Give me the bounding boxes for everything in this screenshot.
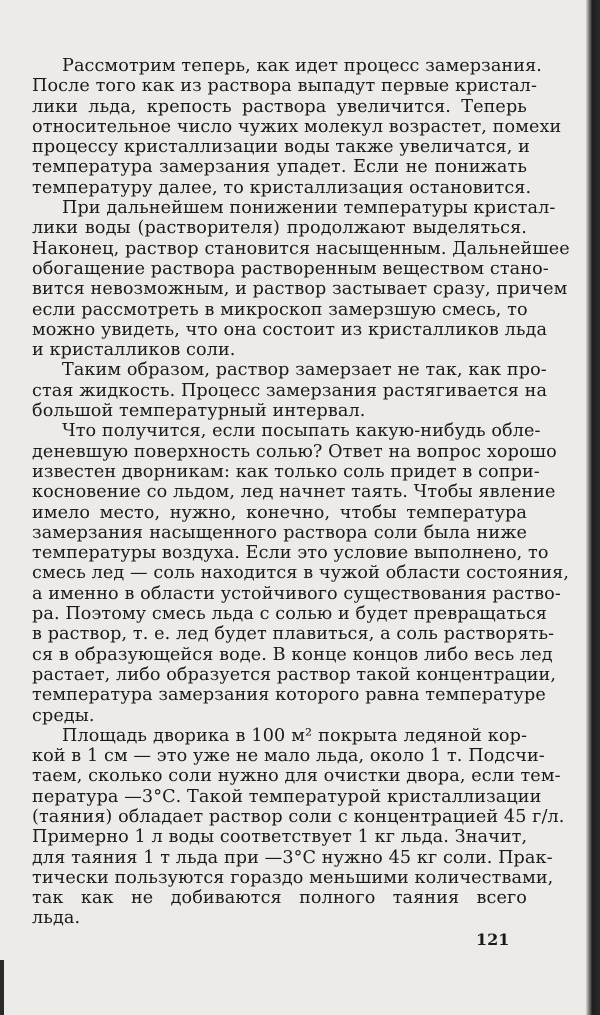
text-line: относительное число чужих молекул возрастет, помехи (32, 116, 562, 137)
text-line: известен дворникам: как только соль придет в сопри- (32, 461, 540, 482)
text-line: косновение со льдом, лед начнет таять. Чтобы явление (32, 482, 556, 503)
text-line: льда. (32, 908, 81, 929)
text-line: температуры воздуха. Если это условие выполнено, то (32, 543, 549, 564)
text-line: так как не добиваются полного таяния всего (32, 888, 527, 909)
text-line: лики льда, крепость раствора увеличится. Теперь (32, 96, 527, 117)
text-line: Площадь дворика в 100 м² покрыта ледяной кор- (62, 725, 527, 746)
page-number: 121 (476, 930, 510, 949)
text-line: температура замерзания упадет. Если не понижать (32, 157, 527, 178)
text-line: температура замерзания которого равна температуре (32, 685, 546, 706)
text-line: кой в 1 см — это уже не мало льда, около 1 т. Подсчи- (32, 746, 545, 767)
text-line: для таяния 1 т льда при —3°С нужно 45 кг соли. Прак- (32, 847, 553, 868)
text-line: вится невозможным, и раствор застывает сразу, причем (32, 279, 568, 300)
page-edge-shadow (586, 0, 600, 1015)
text-line: замерзания насыщенного раствора соли была ниже (32, 522, 527, 543)
text-line: температуру далее, то кристаллизация остановится. (32, 177, 532, 198)
text-line: Наконец, раствор становится насыщенным. Дальнейшее (32, 238, 570, 259)
text-line: стая жидкость. Процесс замерзания растягивается на (32, 380, 548, 401)
text-line: таем, сколько соли нужно для очистки двора, если тем- (32, 766, 561, 787)
text-line: если рассмотреть в микроскоп замерзшую смесь, то (32, 299, 528, 320)
text-line: пература —3°С. Такой температурой кристаллизации (32, 786, 542, 807)
text-line: и кристалликов соли. (32, 340, 236, 361)
text-line: лики воды (растворителя) продолжают выделяться. (32, 218, 527, 239)
text-line: смесь лед — соль находится в чужой области состояния, (32, 563, 570, 584)
text-line: растает, либо образуется раствор такой концентрации, (32, 664, 557, 685)
page-edge-mark (0, 960, 4, 1015)
text-line: Примерно 1 л воды соответствует 1 кг льда. Значит, (32, 827, 528, 848)
text-line: При дальнейшем понижении температуры кристал- (62, 198, 556, 219)
text-line: имело место, нужно, конечно, чтобы температура (32, 502, 527, 523)
text-line: деневшую поверхность солью? Ответ на вопрос хорошо (32, 441, 557, 462)
text-line: ся в образующейся воде. В конце концов либо весь лед (32, 644, 553, 665)
text-line: можно увидеть, что она состоит из кристалликов льда (32, 319, 548, 340)
text-line: ра. Поэтому смесь льда с солью и будет превращаться (32, 604, 547, 625)
text-line: (таяния) обладает раствор соли с концентрацией 45 г/л. (32, 806, 565, 827)
text-line: тически пользуются гораздо меньшими количествами, (32, 867, 554, 888)
text-line: После того как из раствора выпадут первые кристал- (32, 76, 537, 97)
text-line: Таким образом, раствор замерзает не так, как про- (62, 360, 547, 381)
text-line: среды. (32, 705, 95, 726)
text-line: в раствор, т. е. лед будет плавиться, а соль растворять- (32, 624, 555, 645)
text-line: процессу кристаллизации воды также увеличатся, и (32, 137, 530, 158)
text-line: а именно в области устойчивого существования раство- (32, 583, 561, 604)
text-line: большой температурный интервал. (32, 401, 366, 422)
text-line: Что получится, если посыпать какую-нибудь обле- (62, 421, 541, 442)
text-line: Рассмотрим теперь, как идет процесс замерзания. (62, 56, 542, 76)
text-line: обогащение раствора растворенным веществом стано- (32, 258, 549, 279)
body-text (32, 56, 570, 929)
